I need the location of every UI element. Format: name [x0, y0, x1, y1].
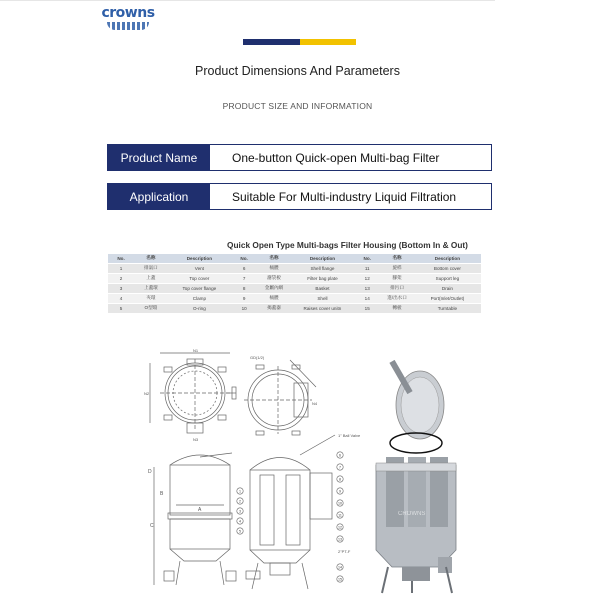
callout-number: 10 — [338, 501, 342, 506]
callout-number: 13 — [338, 537, 342, 542]
watermark-text: CROWNS — [398, 511, 426, 517]
callout-number: 1 — [239, 489, 241, 494]
callout-drain: 2"PT-F — [338, 549, 351, 554]
table-cell: 4 — [108, 293, 134, 303]
col-header: Description — [414, 254, 481, 263]
brand-logo[interactable] — [100, 6, 156, 30]
table-cell: 排污口 — [380, 283, 414, 293]
col-header: 名称 — [134, 254, 168, 263]
callout-number: 3 — [239, 509, 241, 514]
table-cell: 金屬內網 — [257, 283, 291, 293]
table-cell: 11 — [354, 263, 380, 273]
col-header: Description — [291, 254, 354, 263]
table-cell: Top cover flange — [168, 283, 231, 293]
table-cell: 排氣口 — [134, 263, 168, 273]
col-header: 名称 — [257, 254, 291, 263]
dim-label: A — [198, 507, 202, 513]
table-cell: 旋桿 — [380, 263, 414, 273]
table-cell: O-ring — [168, 303, 231, 313]
dim-label: N1 — [193, 348, 199, 353]
callout-group — [237, 452, 343, 582]
table-cell: 9 — [231, 293, 257, 303]
callout-number: 5 — [239, 529, 241, 534]
table-row — [108, 303, 481, 313]
page-subtitle: PRODUCT SIZE AND INFORMATION — [222, 101, 373, 111]
col-header: No. — [354, 254, 380, 263]
table-cell: 12 — [354, 273, 380, 283]
table-cell: O型環 — [134, 303, 168, 313]
table-cell: Support leg — [414, 273, 481, 283]
table-cell: Raises cover unitn — [291, 303, 354, 313]
table-cell: Bottom cover — [414, 263, 481, 273]
logo-wordmark: crowns — [101, 5, 155, 21]
dim-label: D — [148, 469, 152, 475]
table-cell: 1 — [108, 263, 134, 273]
table-cell: Filter bag plate — [291, 273, 354, 283]
dim-label: N4 — [312, 401, 318, 406]
table-cell: 腳架 — [380, 273, 414, 283]
table-cell: 上蓋 — [134, 273, 168, 283]
table-cell: Port(Inlet/Outlet) — [414, 293, 481, 303]
side-section-view — [246, 435, 335, 589]
col-header: Description — [168, 254, 231, 263]
table-row — [108, 273, 481, 283]
table-cell: 14 — [354, 293, 380, 303]
table-cell: Turntable — [414, 303, 481, 313]
table-cell: Clamp — [168, 293, 231, 303]
dim-label: C — [150, 523, 154, 529]
table-cell: 上蓋環 — [134, 283, 168, 293]
table-cell: 揭蓋器 — [257, 303, 291, 313]
table-cell: 桶體 — [257, 263, 291, 273]
callout-number: 15 — [338, 577, 342, 582]
callout-number: 4 — [239, 519, 241, 524]
table-cell: 進/出水口 — [380, 293, 414, 303]
table-cell: 15 — [354, 303, 380, 313]
accent-bar-navy — [243, 39, 300, 45]
col-header: No. — [231, 254, 257, 263]
table-cell: Shell — [291, 293, 354, 303]
table-cell: 3 — [108, 283, 134, 293]
table-row — [108, 263, 481, 273]
top-divider — [0, 0, 495, 1]
table-row — [108, 283, 481, 293]
info-row-product-name — [107, 144, 492, 171]
info-label: Application — [108, 184, 210, 209]
table-cell: 桶體 — [257, 293, 291, 303]
callout-number: 8 — [339, 477, 341, 482]
table-cell: Vent — [168, 263, 231, 273]
table-cell: Shell flange — [291, 263, 354, 273]
dim-label: B — [160, 491, 164, 497]
info-label: Product Name — [108, 145, 210, 170]
table-cell: 6 — [231, 263, 257, 273]
callout-number: 7 — [339, 465, 341, 470]
table-row — [108, 293, 481, 303]
table-cell: 轉板 — [380, 303, 414, 313]
callout-ball-valve: 1" Ball Valve — [338, 433, 361, 438]
table-cell: Top cover — [168, 273, 231, 283]
table-cell: 夾環 — [134, 293, 168, 303]
callout-number: 12 — [338, 525, 342, 530]
table-cell: 13 — [354, 283, 380, 293]
gear-icon — [107, 22, 149, 30]
table-cell: 10 — [231, 303, 257, 313]
front-view — [154, 453, 236, 585]
table-cell: Drain — [414, 283, 481, 293]
product-3d-render — [376, 360, 456, 593]
callout-number: 14 — [338, 565, 342, 570]
callout-number: 6 — [339, 453, 341, 458]
table-cell: 2 — [108, 273, 134, 283]
info-value: One-button Quick-open Multi-bag Filter — [232, 150, 440, 165]
top-view-shell — [244, 360, 316, 435]
callout-number: 11 — [338, 513, 342, 518]
table-cell: 7 — [231, 273, 257, 283]
page-title: Product Dimensions And Parameters — [195, 64, 400, 78]
info-value: Suitable For Multi-industry Liquid Filtration — [232, 189, 457, 204]
table-cell: 5 — [108, 303, 134, 313]
table-cell: Basket — [291, 283, 354, 293]
table-cell: 8 — [231, 283, 257, 293]
info-row-application — [107, 183, 492, 210]
parts-table — [108, 254, 481, 314]
col-header: 名称 — [380, 254, 414, 263]
top-view-clamp — [150, 353, 236, 433]
table-cell: 濾袋板 — [257, 273, 291, 283]
dim-label: N2 — [144, 391, 150, 396]
col-header: No. — [108, 254, 134, 263]
table-header-row — [108, 254, 481, 263]
callout-number: 9 — [339, 489, 341, 494]
dim-label: GD(1/2) — [250, 355, 265, 360]
accent-bar-yellow — [300, 39, 356, 45]
dim-label: N3 — [193, 437, 199, 442]
technical-drawing — [140, 345, 600, 595]
callout-number: 2 — [239, 499, 241, 504]
parts-table-title: Quick Open Type Multi-bags Filter Housing (Bottom In & Out) — [227, 240, 468, 250]
